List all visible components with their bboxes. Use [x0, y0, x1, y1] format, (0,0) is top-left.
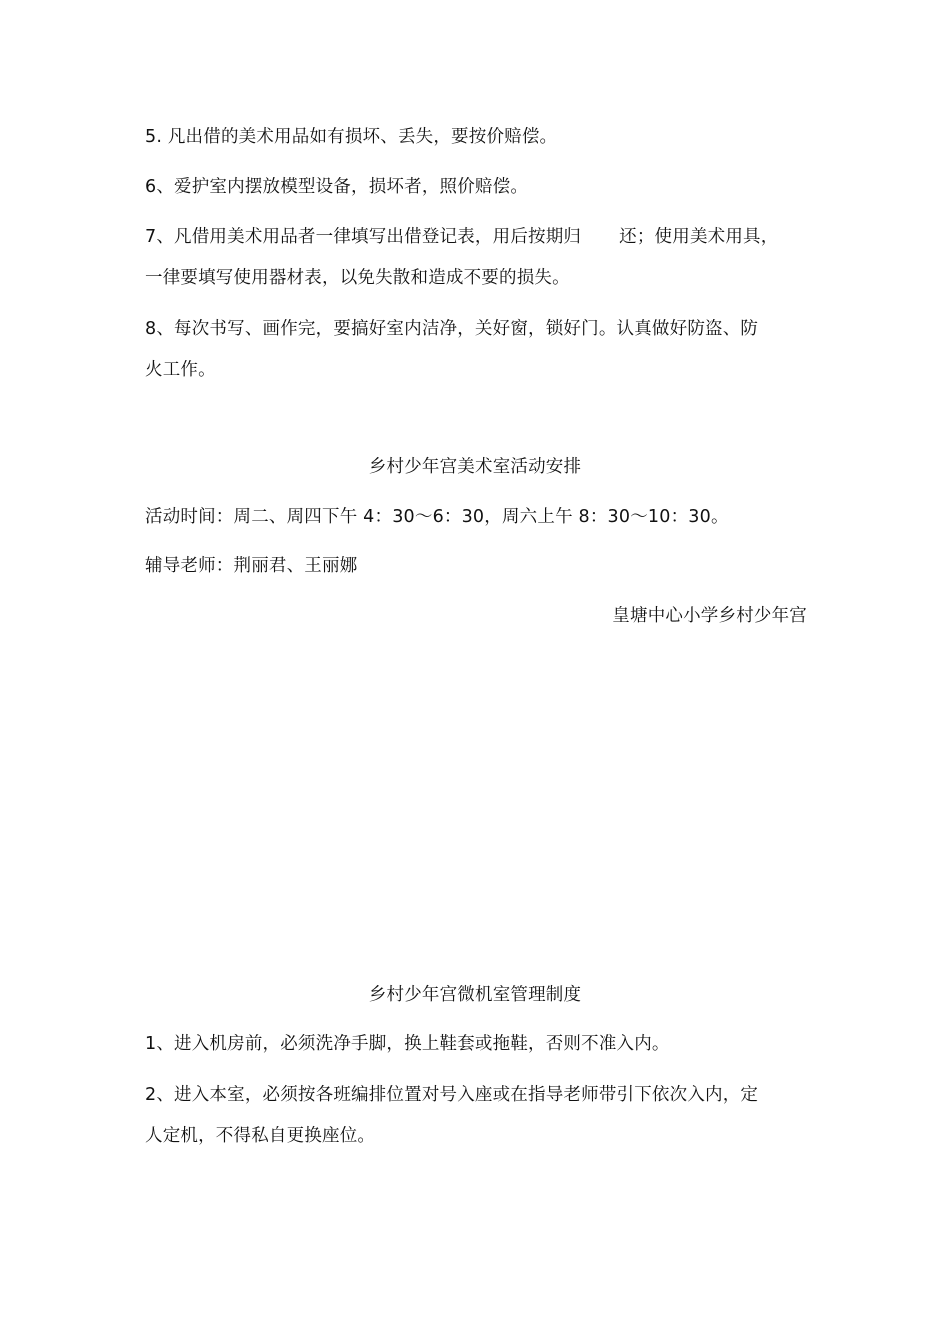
computer-rule-item-2-line-1: 2、进入本室，必须按各班编排位置对号入座或在指导老师带引下依次入内，定 — [145, 1085, 759, 1105]
art-activity-time: 活动时间：周二、周四下午 4：30～6：30，周六上午 8：30～10：30。 — [145, 507, 729, 527]
art-schedule-title: 乡村少年宫美术室活动安排 — [368, 457, 582, 477]
computer-rules-title: 乡村少年宫微机室管理制度 — [368, 985, 582, 1005]
art-teachers: 辅导老师：荆丽君、王丽娜 — [145, 556, 358, 576]
computer-rule-item-2-line-2: 人定机，不得私自更换座位。 — [145, 1126, 376, 1146]
art-rule-item-8-line-1: 8、每次书写、画作完，要搞好室内洁净，关好窗，锁好门。认真做好防盗、防 — [145, 319, 759, 339]
school-signature: 皇塘中心小学乡村少年宫 — [612, 606, 807, 626]
art-rule-item-5: 5. 凡出借的美术用品如有损坏、丢失，要按价赔偿。 — [145, 127, 558, 147]
computer-rule-item-1: 1、进入机房前，必须洗净手脚，换上鞋套或拖鞋，否则不准入内。 — [145, 1034, 670, 1054]
art-rule-item-7-part-1: 7、凡借用美术用品者一律填写出借登记表，用后按期归 — [145, 227, 582, 247]
art-rule-item-6: 6、爱护室内摆放模型设备，损坏者，照价赔偿。 — [145, 177, 529, 197]
art-rule-item-7-line-2: 一律要填写使用器材表，以免失散和造成不要的损失。 — [145, 268, 570, 288]
art-rule-item-7-part-2: 还；使用美术用具， — [619, 227, 779, 247]
art-rule-item-8-line-2: 火工作。 — [145, 360, 216, 380]
art-rule-item-7-line-1 — [145, 225, 778, 249]
